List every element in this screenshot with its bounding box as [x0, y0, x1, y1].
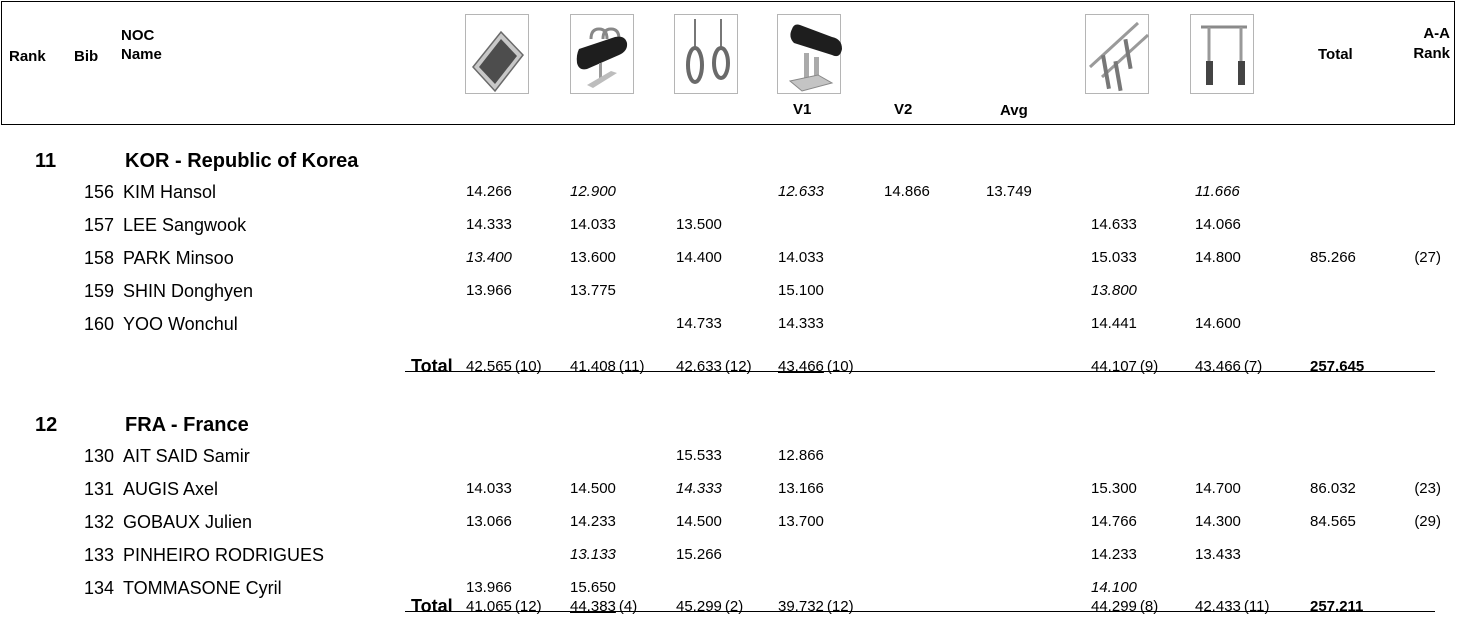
score-sr: 14.333 [676, 480, 722, 497]
athlete-name: PARK Minsoo [123, 248, 234, 268]
score-ph: 13.600 [570, 249, 616, 266]
total-pb: 44.299 [1091, 598, 1137, 615]
athlete-bib: 132 [83, 512, 114, 532]
score-pb: 14.633 [1091, 216, 1137, 233]
score-sr: 14.733 [676, 315, 722, 332]
total-separator [405, 371, 1435, 372]
bib-header: Bib [74, 48, 99, 65]
score-v1: 14.033 [778, 249, 824, 266]
total-fx-cell [466, 358, 542, 376]
score-fx: 14.266 [466, 183, 512, 200]
total-ph-rank: (11) [618, 358, 645, 375]
score-v1: 15.100 [778, 282, 824, 299]
total-ph: 41.408 [570, 358, 616, 375]
total-fx-rank: (12) [514, 598, 542, 615]
v2-header: V2 [894, 101, 913, 118]
team-grand-total: 257.211 [1310, 598, 1364, 615]
athlete-bib: 133 [83, 545, 114, 565]
score-fx: 13.966 [466, 282, 512, 299]
athlete-name: GOBAUX Julien [123, 512, 253, 532]
score-v1: 13.700 [778, 513, 824, 530]
score-v2: 14.866 [884, 183, 930, 200]
score-sr: 15.533 [676, 447, 722, 464]
score-fx: 13.066 [466, 513, 512, 530]
score-pb: 14.441 [1091, 315, 1137, 332]
score-pb: 14.766 [1091, 513, 1137, 530]
score-ph: 13.133 [570, 546, 616, 563]
total-vt: 43.466 [778, 358, 824, 375]
athlete-bib: 159 [83, 281, 114, 301]
score-aa: (23) [1414, 480, 1441, 497]
score-total: 85.266 [1310, 249, 1356, 266]
team-noc-name: KOR - Republic of Korea [125, 150, 359, 172]
athlete-name: PINHEIRO RODRIGUES [123, 545, 325, 565]
score-v1: 12.866 [778, 447, 824, 464]
athlete-name: AIT SAID Samir [123, 446, 250, 466]
total-sr: 42.633 [676, 358, 722, 375]
total-sr: 45.299 [676, 598, 722, 615]
athlete-bib: 160 [83, 314, 114, 334]
score-hb: 11.666 [1195, 183, 1240, 200]
total-sr-cell [676, 598, 743, 616]
total-pb: 44.107 [1091, 358, 1137, 375]
noc-header: NOC [121, 27, 155, 44]
total-hb-cell [1195, 358, 1262, 376]
athlete-bib: 158 [83, 248, 114, 268]
score-hb: 13.433 [1195, 546, 1241, 563]
total-vt-cell [778, 358, 854, 376]
athlete-name: LEE Sangwook [123, 215, 247, 235]
total-label: Total [411, 356, 453, 376]
team-rank: 12 [35, 414, 58, 436]
score-avg: 13.749 [986, 183, 1032, 200]
score-ph: 13.775 [570, 282, 616, 299]
total-fx: 41.065 [466, 598, 512, 615]
score-pb: 15.033 [1091, 249, 1137, 266]
total-pb-cell [1091, 358, 1158, 376]
team-noc-name: FRA - France [125, 414, 249, 436]
score-ph: 14.500 [570, 480, 616, 497]
total-fx: 42.565 [466, 358, 512, 375]
total-vt-rank: (12) [826, 598, 854, 615]
total-pb-rank: (9) [1139, 358, 1159, 375]
athlete-bib: 130 [83, 446, 114, 466]
score-aa: (27) [1414, 249, 1441, 266]
total-hb: 43.466 [1195, 358, 1241, 375]
total-sr-cell [676, 358, 752, 376]
pommel-horse-icon [570, 14, 634, 94]
floor-exercise-icon [465, 14, 529, 94]
v1-header: V1 [793, 101, 812, 118]
athlete-bib: 134 [83, 578, 114, 598]
athlete-name: AUGIS Axel [123, 479, 219, 499]
score-total: 86.032 [1310, 480, 1356, 497]
score-hb: 14.066 [1195, 216, 1241, 233]
total-vt-cell [778, 598, 854, 616]
athlete-name: TOMMASONE Cyril [123, 578, 282, 598]
athlete-name: KIM Hansol [123, 182, 217, 202]
vault-icon [777, 14, 841, 94]
total-vt: 39.732 [778, 598, 824, 615]
total-label: Total [411, 596, 453, 616]
total-header: Total [1318, 46, 1353, 63]
avg-header: Avg [1000, 102, 1028, 119]
total-separator [405, 611, 1435, 612]
score-pb: 14.100 [1091, 579, 1137, 596]
total-ph-cell [570, 358, 644, 376]
team-rank: 11 [35, 150, 57, 172]
total-vt-rank: (10) [826, 358, 854, 375]
name-header: Name [121, 46, 162, 63]
score-ph: 15.650 [570, 579, 616, 596]
score-total: 84.565 [1310, 513, 1356, 530]
aa-header-line1: A-A [1423, 25, 1450, 42]
score-fx: 13.966 [466, 579, 512, 596]
athlete-name: YOO Wonchul [123, 314, 238, 334]
total-ph: 44.383 [570, 598, 616, 615]
parallel-bars-icon [1085, 14, 1149, 94]
total-hb-cell [1195, 598, 1269, 616]
total-fx-rank: (10) [514, 358, 542, 375]
score-hb: 14.600 [1195, 315, 1241, 332]
rank-header: Rank [9, 48, 46, 65]
score-v1: 14.333 [778, 315, 824, 332]
score-ph: 12.900 [570, 183, 616, 200]
total-pb-cell [1091, 598, 1158, 616]
total-ph-cell [570, 598, 637, 616]
total-ph-rank: (4) [618, 598, 638, 615]
aa-header-line2: Rank [1413, 45, 1450, 62]
score-aa: (29) [1414, 513, 1441, 530]
athlete-bib: 156 [83, 182, 114, 202]
score-pb: 13.800 [1091, 282, 1137, 299]
total-sr-rank: (12) [724, 358, 752, 375]
score-sr: 15.266 [676, 546, 722, 563]
score-v1: 13.166 [778, 480, 824, 497]
rings-icon [674, 14, 738, 94]
total-hb-rank: (7) [1243, 358, 1263, 375]
score-v1: 12.633 [778, 183, 824, 200]
athlete-bib: 157 [83, 215, 114, 235]
score-pb: 15.300 [1091, 480, 1137, 497]
score-sr: 13.500 [676, 216, 722, 233]
score-fx: 14.333 [466, 216, 512, 233]
score-fx: 13.400 [466, 249, 512, 266]
total-sr-rank: (2) [724, 598, 744, 615]
score-hb: 14.800 [1195, 249, 1241, 266]
horizontal-bar-icon [1190, 14, 1254, 94]
score-ph: 14.033 [570, 216, 616, 233]
score-pb: 14.233 [1091, 546, 1137, 563]
score-sr: 14.400 [676, 249, 722, 266]
total-hb: 42.433 [1195, 598, 1241, 615]
score-hb: 14.700 [1195, 480, 1241, 497]
team-grand-total: 257.645 [1310, 358, 1365, 375]
score-sr: 14.500 [676, 513, 722, 530]
athlete-bib: 131 [83, 479, 114, 499]
score-ph: 14.233 [570, 513, 616, 530]
athlete-name: SHIN Donghyen [123, 281, 254, 301]
total-hb-rank: (11) [1243, 598, 1270, 615]
total-pb-rank: (8) [1139, 598, 1159, 615]
score-hb: 14.300 [1195, 513, 1241, 530]
total-fx-cell [466, 598, 542, 616]
score-fx: 14.033 [466, 480, 512, 497]
